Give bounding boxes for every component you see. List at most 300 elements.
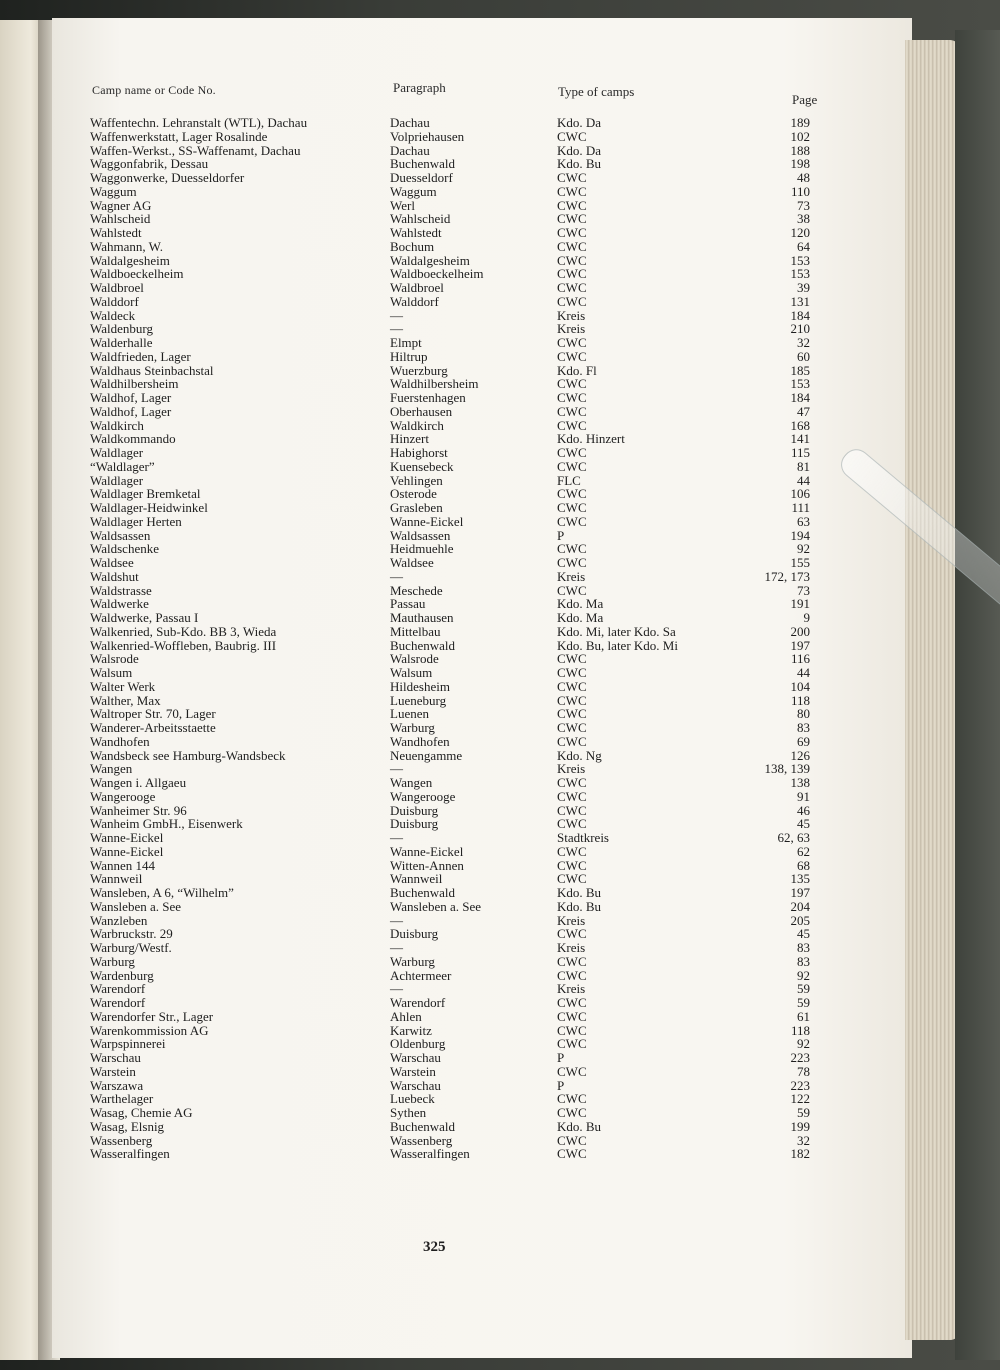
page-ref-cell: 83 bbox=[797, 940, 810, 955]
paragraph-cell: Warburg bbox=[390, 953, 435, 969]
camp-type-cell: Kdo. Mi, later Kdo. Sa bbox=[557, 623, 676, 639]
camp-name-cell: Warenkommission AG bbox=[90, 1022, 209, 1038]
camp-name-cell: Waldeck bbox=[90, 307, 136, 323]
camp-type-cell: Kdo. Ng bbox=[557, 747, 602, 763]
camp-name-cell: Waldhilbersheim bbox=[90, 376, 179, 392]
camp-type-cell: Kdo. Ma bbox=[557, 596, 604, 612]
camp-name-cell: Wassenberg bbox=[90, 1132, 153, 1148]
camp-name-cell: Wannweil bbox=[90, 871, 143, 887]
camp-type-cell: P bbox=[557, 527, 565, 543]
paragraph-cell: Hiltrup bbox=[390, 348, 428, 364]
camp-type-cell: CWC bbox=[557, 252, 587, 268]
camp-name-cell: Walkenried, Sub-Kdo. BB 3, Wieda bbox=[90, 623, 277, 639]
paragraph-cell: Mauthausen bbox=[390, 610, 454, 625]
paragraph-cell: Wansleben a. See bbox=[390, 898, 481, 914]
table-row bbox=[0, 1010, 1000, 1024]
table-row bbox=[0, 309, 1000, 323]
paragraph-cell: Hinzert bbox=[390, 431, 429, 447]
page-ref-cell: 106 bbox=[790, 486, 810, 502]
camp-type-cell: Kdo. Da bbox=[557, 142, 602, 158]
camp-name-cell: Wangen bbox=[90, 761, 133, 777]
paragraph-cell: Heidmuehle bbox=[390, 541, 454, 557]
header-paragraph: Paragraph bbox=[393, 80, 446, 95]
table-row bbox=[0, 666, 1000, 680]
table-row bbox=[0, 969, 1000, 983]
paragraph-cell: — bbox=[390, 321, 403, 337]
camp-name-cell: Waggonwerke, Duesseldorfer bbox=[90, 170, 245, 185]
page-ref-cell: 182 bbox=[790, 1146, 810, 1162]
paragraph-cell: Sythen bbox=[390, 1105, 427, 1120]
camp-type-cell: CWC bbox=[557, 926, 587, 942]
camp-name-cell: Wahlstedt bbox=[90, 225, 142, 240]
paragraph-cell: Karwitz bbox=[390, 1022, 432, 1038]
camp-type-cell: CWC bbox=[557, 280, 587, 295]
camp-name-cell: Wandhofen bbox=[90, 733, 150, 749]
table-row bbox=[0, 116, 1000, 130]
camp-type-cell: CWC bbox=[557, 266, 587, 282]
page-ref-cell: 39 bbox=[797, 280, 810, 295]
camp-name-cell: Warstein bbox=[90, 1063, 136, 1079]
page-ref-cell: 118 bbox=[790, 692, 810, 708]
camp-type-cell: CWC bbox=[557, 211, 587, 227]
page-ref-cell: 197 bbox=[790, 885, 810, 900]
page-ref-cell: 205 bbox=[790, 912, 810, 928]
page-ref-cell: 210 bbox=[790, 321, 810, 337]
table-row bbox=[0, 1024, 1000, 1038]
table-row bbox=[0, 1092, 1000, 1106]
camp-type-cell: Kdo. Fl bbox=[557, 362, 597, 378]
camp-name-cell: Waldlager Bremketal bbox=[90, 486, 201, 502]
camp-name-cell: Waggum bbox=[90, 183, 137, 199]
page-ref-cell: 223 bbox=[790, 1050, 810, 1065]
table-row bbox=[0, 199, 1000, 213]
paragraph-cell: — bbox=[390, 761, 403, 777]
camp-name-cell: Waldsassen bbox=[90, 527, 151, 543]
camp-type-cell: CWC bbox=[557, 706, 587, 722]
table-row bbox=[0, 652, 1000, 666]
camp-name-cell: Walkenried-Woffleben, Baubrig. III bbox=[90, 637, 277, 653]
page-ref-cell: 204 bbox=[790, 898, 810, 914]
page-ref-cell: 9 bbox=[803, 610, 810, 625]
table-row bbox=[0, 955, 1000, 969]
paragraph-cell: Luenen bbox=[390, 706, 429, 722]
paragraph-cell: Fuerstenhagen bbox=[390, 390, 466, 405]
camp-name-cell: Waldwerke, Passau I bbox=[90, 610, 199, 625]
table-row bbox=[0, 391, 1000, 405]
camp-type-cell: CWC bbox=[557, 555, 587, 570]
camp-type-cell: CWC bbox=[557, 486, 587, 502]
camp-name-cell: Warpspinnerei bbox=[90, 1036, 166, 1052]
camp-type-cell: CWC bbox=[557, 225, 587, 240]
camp-name-cell: Waldalgesheim bbox=[90, 252, 170, 268]
table-row bbox=[0, 625, 1000, 639]
table-row bbox=[0, 735, 1000, 749]
camp-type-cell: CWC bbox=[557, 678, 587, 694]
paragraph-cell: Wanne-Eickel bbox=[390, 843, 464, 859]
page-ref-cell: 102 bbox=[790, 128, 810, 144]
paragraph-cell: Dachau bbox=[390, 142, 430, 158]
table-row bbox=[0, 914, 1000, 928]
page-ref-cell: 32 bbox=[797, 1132, 810, 1148]
camp-type-cell: Kdo. Ma bbox=[557, 610, 604, 625]
camp-type-cell: Stadtkreis bbox=[557, 830, 609, 845]
camp-type-cell: Kreis bbox=[557, 912, 586, 928]
paragraph-cell: Waggum bbox=[390, 183, 437, 199]
table-row bbox=[0, 487, 1000, 501]
camp-type-cell: CWC bbox=[557, 445, 587, 460]
camp-name-cell: Wardenburg bbox=[90, 967, 154, 983]
paragraph-cell: Oldenburg bbox=[390, 1036, 446, 1052]
table-row bbox=[0, 501, 1000, 515]
camp-type-cell: CWC bbox=[557, 293, 587, 309]
camp-type-cell: CWC bbox=[557, 238, 587, 254]
page-ref-cell: 141 bbox=[790, 431, 810, 447]
camp-type-cell: CWC bbox=[557, 1022, 587, 1038]
table-row bbox=[0, 1065, 1000, 1079]
table-row bbox=[0, 749, 1000, 763]
camp-name-cell: “Waldlager” bbox=[90, 458, 155, 474]
table-row bbox=[0, 1037, 1000, 1051]
table-row bbox=[0, 804, 1000, 818]
camp-type-cell: CWC bbox=[557, 197, 587, 213]
camp-name-cell: Warendorf bbox=[90, 995, 146, 1010]
paragraph-cell: Warschau bbox=[390, 1077, 441, 1093]
page-ref-cell: 78 bbox=[797, 1063, 810, 1079]
camp-name-cell: Wandsbeck see Hamburg-Wandsbeck bbox=[90, 747, 286, 763]
camp-name-cell: Walther, Max bbox=[90, 692, 161, 708]
camp-name-cell: Waldlager-Heidwinkel bbox=[90, 500, 208, 515]
table-row bbox=[0, 721, 1000, 735]
page-ref-cell: 172, 173 bbox=[764, 568, 810, 584]
camp-type-cell: FLC bbox=[557, 472, 581, 488]
camp-type-cell: P bbox=[557, 1077, 565, 1093]
table-row bbox=[0, 240, 1000, 254]
paragraph-cell: Walddorf bbox=[390, 293, 439, 309]
header-page: Page bbox=[792, 92, 818, 107]
table-row bbox=[0, 1051, 1000, 1065]
camp-type-cell: CWC bbox=[557, 1105, 587, 1120]
table-row bbox=[0, 212, 1000, 226]
page-ref-cell: 126 bbox=[790, 747, 810, 763]
paragraph-cell: Buchenwald bbox=[390, 1118, 455, 1134]
camp-name-cell: Warschau bbox=[90, 1050, 141, 1065]
page-ref-cell: 83 bbox=[797, 953, 810, 969]
page-ref-cell: 45 bbox=[797, 816, 810, 832]
camp-type-cell: Kreis bbox=[557, 321, 586, 337]
paragraph-cell: — bbox=[390, 307, 403, 323]
paragraph-cell: Wahlstedt bbox=[390, 225, 442, 240]
camp-name-cell: Walddorf bbox=[90, 293, 139, 309]
table-row bbox=[0, 1120, 1000, 1134]
camp-type-cell: CWC bbox=[557, 816, 587, 832]
page-ref-cell: 91 bbox=[797, 788, 810, 804]
table-row bbox=[0, 226, 1000, 240]
page-ref-cell: 44 bbox=[797, 472, 810, 488]
camp-type-cell: Kreis bbox=[557, 761, 586, 777]
camp-type-cell: CWC bbox=[557, 967, 587, 983]
page-ref-cell: 60 bbox=[797, 348, 810, 364]
camp-name-cell: Wasseralfingen bbox=[90, 1146, 170, 1162]
camp-type-cell: CWC bbox=[557, 541, 587, 557]
table-row bbox=[0, 267, 1000, 281]
table-row bbox=[0, 762, 1000, 776]
page-ref-cell: 122 bbox=[790, 1091, 810, 1107]
camp-type-cell: CWC bbox=[557, 1008, 587, 1024]
table-row bbox=[0, 584, 1000, 598]
page-ref-cell: 223 bbox=[790, 1077, 810, 1093]
page-ref-cell: 59 bbox=[797, 981, 810, 997]
table-row bbox=[0, 941, 1000, 955]
page-ref-cell: 189 bbox=[790, 115, 810, 130]
camp-type-cell: CWC bbox=[557, 775, 587, 790]
table-row bbox=[0, 542, 1000, 556]
table-row bbox=[0, 515, 1000, 529]
paragraph-cell: Werl bbox=[390, 197, 415, 213]
paragraph-cell: Wandhofen bbox=[390, 733, 450, 749]
camp-name-cell: Waldenburg bbox=[90, 321, 153, 337]
paragraph-cell: Witten-Annen bbox=[390, 857, 464, 873]
table-row bbox=[0, 1079, 1000, 1093]
paragraph-cell: Dachau bbox=[390, 115, 430, 130]
page-number: 325 bbox=[423, 1239, 446, 1255]
table-row bbox=[0, 872, 1000, 886]
table-row bbox=[0, 1134, 1000, 1148]
paragraph-cell: Waldsee bbox=[390, 555, 434, 570]
camp-name-cell: Waffen-Werkst., SS-Waffenamt, Dachau bbox=[90, 142, 301, 158]
camp-name-cell: Warendorfer Str., Lager bbox=[90, 1008, 214, 1024]
paragraph-cell: Passau bbox=[390, 596, 426, 612]
page-ref-cell: 138, 139 bbox=[764, 761, 810, 777]
paragraph-cell: Waldsassen bbox=[390, 527, 451, 543]
table-row bbox=[0, 254, 1000, 268]
page-ref-cell: 80 bbox=[797, 706, 810, 722]
page-ref-cell: 92 bbox=[797, 541, 810, 557]
camp-type-cell: Kreis bbox=[557, 981, 586, 997]
table-row bbox=[0, 982, 1000, 996]
paragraph-cell: Wannweil bbox=[390, 871, 443, 887]
page-ref-cell: 64 bbox=[797, 238, 810, 254]
camp-name-cell: Waldhof, Lager bbox=[90, 390, 172, 405]
table-row bbox=[0, 611, 1000, 625]
camp-name-cell: Waldlager bbox=[90, 472, 144, 488]
camp-type-cell: CWC bbox=[557, 170, 587, 185]
camp-name-cell: Warburg/Westf. bbox=[90, 940, 172, 955]
camp-type-cell: CWC bbox=[557, 995, 587, 1010]
camp-name-cell: Wasag, Elsnig bbox=[90, 1118, 165, 1134]
camp-type-cell: CWC bbox=[557, 128, 587, 144]
camp-name-cell: Wanderer-Arbeitsstaette bbox=[90, 720, 216, 735]
paragraph-cell: Duesseldorf bbox=[390, 170, 453, 185]
table-row bbox=[0, 144, 1000, 158]
page-ref-cell: 153 bbox=[790, 376, 810, 392]
table-row bbox=[0, 597, 1000, 611]
page-ref-cell: 135 bbox=[790, 871, 810, 887]
paragraph-cell: Wangen bbox=[390, 775, 433, 790]
camp-name-cell: Wasag, Chemie AG bbox=[90, 1105, 193, 1120]
paragraph-cell: Neuengamme bbox=[390, 747, 463, 763]
camp-name-cell: Warendorf bbox=[90, 981, 146, 997]
camp-name-cell: Waldsee bbox=[90, 555, 134, 570]
page-ref-cell: 120 bbox=[790, 225, 810, 240]
camp-type-cell: CWC bbox=[557, 953, 587, 969]
camp-name-cell: Wagner AG bbox=[90, 197, 152, 213]
page-ref-cell: 63 bbox=[797, 513, 810, 529]
paragraph-cell: Walsrode bbox=[390, 651, 439, 667]
camp-type-cell: Kdo. Bu bbox=[557, 1118, 602, 1134]
camp-name-cell: Wanheim GmbH., Eisenwerk bbox=[90, 816, 243, 832]
camp-name-cell: Wahlscheid bbox=[90, 211, 151, 227]
page-ref-cell: 68 bbox=[797, 857, 810, 873]
page-ref-cell: 155 bbox=[790, 555, 810, 570]
paragraph-cell: Bochum bbox=[390, 238, 435, 254]
paragraph-cell: Volpriehausen bbox=[390, 128, 465, 144]
page-ref-cell: 46 bbox=[797, 802, 810, 818]
table-row bbox=[0, 336, 1000, 350]
header-type-of-camps: Type of camps bbox=[558, 84, 635, 99]
page-ref-cell: 184 bbox=[790, 390, 810, 405]
camp-name-cell: Waldstrasse bbox=[90, 582, 152, 598]
camp-type-cell: CWC bbox=[557, 651, 587, 667]
camp-name-cell: Wansleben, A 6, “Wilhelm” bbox=[90, 885, 234, 900]
camp-name-cell: Waldlager Herten bbox=[90, 513, 182, 529]
table-row bbox=[0, 790, 1000, 804]
camp-type-cell: CWC bbox=[557, 788, 587, 804]
page-ref-cell: 62 bbox=[797, 843, 810, 859]
page-ref-cell: 83 bbox=[797, 720, 810, 735]
table-row bbox=[0, 831, 1000, 845]
paragraph-cell: Mittelbau bbox=[390, 623, 441, 639]
camp-name-cell: Waldlager bbox=[90, 445, 144, 460]
paragraph-cell: Kuensebeck bbox=[390, 458, 454, 474]
camp-name-cell: Wanne-Eickel bbox=[90, 843, 164, 859]
table-row bbox=[0, 694, 1000, 708]
camp-name-cell: Warthelager bbox=[90, 1091, 154, 1107]
camp-type-cell: CWC bbox=[557, 390, 587, 405]
page-ref-cell: 62, 63 bbox=[777, 830, 810, 845]
camp-type-cell: Kreis bbox=[557, 568, 586, 584]
camp-type-cell: Kdo. Da bbox=[557, 115, 602, 130]
page-ref-cell: 92 bbox=[797, 967, 810, 983]
paragraph-cell: Wanne-Eickel bbox=[390, 513, 464, 529]
camp-type-cell: Kdo. Bu bbox=[557, 885, 602, 900]
table-row bbox=[0, 845, 1000, 859]
table-row bbox=[0, 130, 1000, 144]
camp-type-cell: Kdo. Bu bbox=[557, 156, 602, 172]
camp-name-cell: Waldkommando bbox=[90, 431, 176, 447]
camp-type-cell: CWC bbox=[557, 582, 587, 598]
header-camp-name: Camp name or Code No. bbox=[92, 83, 216, 97]
camp-type-cell: CWC bbox=[557, 1063, 587, 1079]
page-ref-cell: 45 bbox=[797, 926, 810, 942]
page-ref-cell: 61 bbox=[797, 1008, 810, 1024]
paragraph-cell: Wangerooge bbox=[390, 788, 456, 804]
camp-name-cell: Waldfrieden, Lager bbox=[90, 348, 191, 364]
paragraph-cell: Grasleben bbox=[390, 500, 443, 515]
camp-name-cell: Warbruckstr. 29 bbox=[90, 926, 173, 942]
paragraph-cell: Wasseralfingen bbox=[390, 1146, 470, 1162]
camp-name-cell: Wannen 144 bbox=[90, 857, 156, 873]
page-ref-cell: 200 bbox=[790, 623, 810, 639]
camp-name-cell: Waggonfabrik, Dessau bbox=[90, 156, 209, 172]
camp-name-cell: Walderhalle bbox=[90, 335, 153, 350]
camp-type-cell: CWC bbox=[557, 458, 587, 474]
page-ref-cell: 32 bbox=[797, 335, 810, 350]
paragraph-cell: Waldkirch bbox=[390, 417, 444, 433]
camp-name-cell: Wanne-Eickel bbox=[90, 830, 164, 845]
table-row bbox=[0, 185, 1000, 199]
camp-type-cell: CWC bbox=[557, 348, 587, 364]
table-row bbox=[0, 639, 1000, 653]
camp-name-cell: Wahmann, W. bbox=[90, 238, 163, 254]
page-ref-cell: 168 bbox=[790, 417, 810, 433]
paragraph-cell: Achtermeer bbox=[390, 967, 452, 983]
camp-type-cell: Kdo. Bu, later Kdo. Mi bbox=[557, 637, 678, 653]
index-table bbox=[0, 116, 1000, 1161]
paragraph-cell: Warburg bbox=[390, 720, 435, 735]
camp-type-cell: Kdo. Hinzert bbox=[557, 431, 625, 447]
table-row bbox=[0, 432, 1000, 446]
table-row bbox=[0, 377, 1000, 391]
camp-name-cell: Wanzleben bbox=[90, 912, 148, 928]
camp-type-cell: CWC bbox=[557, 843, 587, 859]
page-ref-cell: 197 bbox=[790, 637, 810, 653]
camp-name-cell: Waldwerke bbox=[90, 596, 149, 612]
page-ref-cell: 115 bbox=[790, 445, 810, 460]
paragraph-cell: Buchenwald bbox=[390, 885, 455, 900]
page-ref-cell: 131 bbox=[790, 293, 810, 309]
camp-name-cell: Waldhof, Lager bbox=[90, 403, 172, 419]
camp-name-cell: Waldkirch bbox=[90, 417, 144, 433]
camp-type-cell: CWC bbox=[557, 335, 587, 350]
page-ref-cell: 118 bbox=[790, 1022, 810, 1038]
camp-type-cell: Kdo. Bu bbox=[557, 898, 602, 914]
page-ref-cell: 69 bbox=[797, 733, 810, 749]
paragraph-cell: — bbox=[390, 568, 403, 584]
page-ref-cell: 47 bbox=[797, 403, 810, 419]
page-ref-cell: 116 bbox=[790, 651, 810, 667]
page-ref-cell: 73 bbox=[797, 197, 810, 213]
page-ref-cell: 153 bbox=[790, 252, 810, 268]
page-ref-cell: 92 bbox=[797, 1036, 810, 1052]
camp-type-cell: CWC bbox=[557, 376, 587, 392]
paragraph-cell: — bbox=[390, 981, 403, 997]
table-row bbox=[0, 900, 1000, 914]
paragraph-cell: Hildesheim bbox=[390, 678, 450, 694]
table-row bbox=[0, 817, 1000, 831]
page-ref-cell: 44 bbox=[797, 665, 810, 680]
paragraph-cell: Wassenberg bbox=[390, 1132, 453, 1148]
page-ref-cell: 188 bbox=[790, 142, 810, 158]
camp-type-cell: CWC bbox=[557, 692, 587, 708]
paragraph-cell: Luebeck bbox=[390, 1091, 435, 1107]
paragraph-cell: Buchenwald bbox=[390, 156, 455, 172]
table-row bbox=[0, 350, 1000, 364]
camp-name-cell: Walsum bbox=[90, 665, 133, 680]
camp-type-cell: CWC bbox=[557, 417, 587, 433]
table-row bbox=[0, 171, 1000, 185]
paragraph-cell: Oberhausen bbox=[390, 403, 453, 419]
page-ref-cell: 59 bbox=[797, 995, 810, 1010]
page-ref-cell: 81 bbox=[797, 458, 810, 474]
page-ref-cell: 111 bbox=[791, 500, 810, 515]
paragraph-cell: Warschau bbox=[390, 1050, 441, 1065]
table-row bbox=[0, 556, 1000, 570]
camp-type-cell: Kreis bbox=[557, 307, 586, 323]
page-ref-cell: 185 bbox=[790, 362, 810, 378]
paragraph-cell: Walsum bbox=[390, 665, 433, 680]
table-row bbox=[0, 322, 1000, 336]
camp-name-cell: Waffenwerkstatt, Lager Rosalinde bbox=[90, 128, 268, 144]
